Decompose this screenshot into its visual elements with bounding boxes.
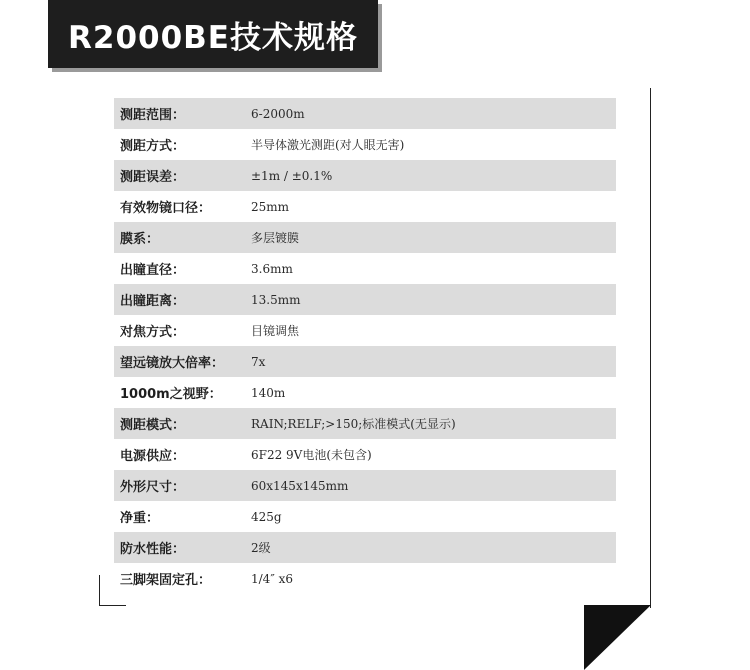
spec-value: 2级 bbox=[251, 541, 271, 555]
spec-row-error bbox=[114, 160, 616, 191]
frame-line-right bbox=[650, 88, 651, 608]
spec-label: 外形尺寸： bbox=[120, 480, 186, 495]
spec-value: 13.5mm bbox=[251, 292, 301, 307]
spec-value: 3.6mm bbox=[251, 261, 293, 276]
spec-value: 425g bbox=[251, 509, 282, 524]
spec-row-aperture bbox=[114, 191, 616, 222]
spec-value: 60x145x145mm bbox=[251, 478, 349, 493]
spec-value: 多层镀膜 bbox=[251, 231, 300, 245]
spec-row-coating bbox=[114, 222, 616, 253]
spec-row-mode bbox=[114, 408, 616, 439]
spec-label: 三脚架固定孔： bbox=[120, 573, 212, 588]
spec-value: RAIN;RELF;>150;标准模式(无显示) bbox=[251, 417, 456, 431]
spec-label: 出瞳距离： bbox=[120, 294, 186, 309]
spec-label: 测距模式： bbox=[120, 418, 186, 433]
spec-label: 有效物镜口径： bbox=[120, 201, 212, 216]
spec-row-weight bbox=[114, 501, 616, 532]
spec-value: 目镜调焦 bbox=[251, 324, 300, 338]
spec-row-magnification bbox=[114, 346, 616, 377]
spec-label: 电源供应： bbox=[120, 449, 186, 464]
spec-label: 1000m之视野： bbox=[120, 387, 222, 402]
spec-row-exit-pupil-diameter bbox=[114, 253, 616, 284]
spec-label: 测距方式： bbox=[120, 139, 186, 154]
spec-row-tripod-mount bbox=[114, 563, 616, 594]
spec-row-waterproof bbox=[114, 532, 616, 563]
spec-value: 6F22 9V电池(未包含) bbox=[251, 448, 372, 462]
spec-value: 140m bbox=[251, 385, 286, 400]
spec-value: 1/4″ x6 bbox=[251, 571, 294, 586]
spec-label: 出瞳直径： bbox=[120, 263, 186, 278]
spec-label: 望远镜放大倍率： bbox=[120, 356, 225, 371]
corner-triangle-decoration bbox=[584, 605, 651, 670]
spec-row-dimensions bbox=[114, 470, 616, 501]
page-title: R2000BE技术规格 bbox=[48, 0, 378, 68]
spec-value: ±1m / ±0.1% bbox=[251, 168, 333, 183]
spec-row-method bbox=[114, 129, 616, 160]
spec-label: 测距范围： bbox=[120, 108, 186, 123]
spec-label: 净重： bbox=[120, 511, 160, 526]
spec-value: 25mm bbox=[251, 199, 290, 214]
spec-label: 对焦方式： bbox=[120, 325, 186, 340]
spec-label: 测距误差： bbox=[120, 170, 186, 185]
spec-row-field-of-view bbox=[114, 377, 616, 408]
spec-label: 防水性能： bbox=[120, 542, 186, 557]
spec-value: 7x bbox=[251, 354, 266, 369]
spec-row-eye-relief bbox=[114, 284, 616, 315]
frame-corner-bottom-left-h bbox=[99, 605, 126, 606]
spec-value: 6-2000m bbox=[251, 106, 305, 121]
spec-row-power bbox=[114, 439, 616, 470]
spec-label: 膜系： bbox=[120, 232, 160, 247]
frame-corner-bottom-left bbox=[99, 575, 100, 606]
spec-table bbox=[114, 98, 616, 594]
spec-row-range bbox=[114, 98, 616, 129]
spec-value: 半导体激光测距(对人眼无害) bbox=[251, 138, 405, 152]
spec-row-focus bbox=[114, 315, 616, 346]
